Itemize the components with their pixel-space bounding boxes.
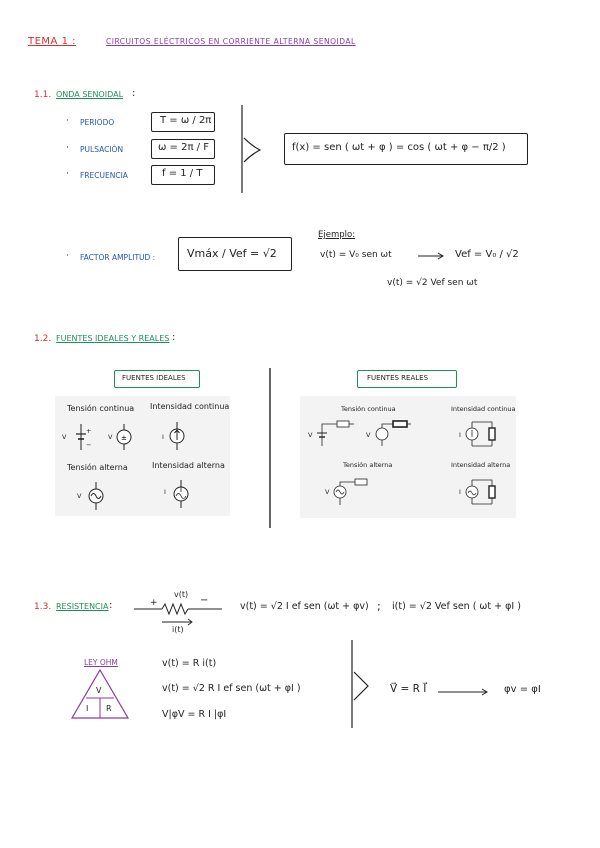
bullet: · <box>66 169 69 179</box>
bullet: · <box>66 143 69 153</box>
ideal-v-symbol-2: V <box>108 433 113 441</box>
real-v-symbol-2: V <box>366 431 371 439</box>
ideal-i-alt-symbol: I <box>164 488 166 496</box>
ideal-label-intensidad-continua: Intensidad continua <box>150 402 230 411</box>
ideal-i-symbol: I <box>162 433 164 441</box>
example-line1: v(t) = V₀ sen ωt <box>320 250 392 260</box>
ideal-plus: + <box>86 427 92 435</box>
resistance-formula-current: i(t) = √2 Vef sen ( ωt + φI ) <box>392 601 521 612</box>
resistor-vt-label: v(t) <box>174 590 189 599</box>
real-label-tension-continua: Tensión continua <box>341 405 396 413</box>
svg-text:±: ± <box>121 434 127 442</box>
ideal-label-tension-continua: Tensión continua <box>67 404 135 413</box>
bullet: · <box>66 251 69 261</box>
periodo-label: PERIODO <box>80 118 115 127</box>
section2-number: 1.2. <box>34 334 52 344</box>
resistor-it-label: i(t) <box>172 625 184 634</box>
ideal-v-alt-symbol: V <box>77 492 82 500</box>
ohm-title: LEY OHM <box>84 658 118 667</box>
section2-title: FUENTES IDEALES Y REALES <box>56 334 170 343</box>
ohm-line-1: v(t) = R i(t) <box>162 658 217 669</box>
example-title: Ejemplo: <box>318 230 356 240</box>
section3-title: RESISTENCIA <box>56 602 109 611</box>
resistor-minus: − <box>200 595 209 606</box>
resistor-plus: + <box>150 598 158 608</box>
real-v-symbol: V <box>308 431 313 439</box>
section2-colon: : <box>172 332 176 343</box>
real-title: FUENTES REALES <box>367 374 429 382</box>
amplitude-label: FACTOR AMPLITUD : <box>80 253 156 262</box>
example-line2: v(t) = √2 Vef sen ωt <box>387 278 478 288</box>
ideal-label-intensidad-alterna: Intensidad alterna <box>152 461 225 470</box>
real-label-intensidad-continua: Intensidad continua <box>451 405 516 413</box>
section3-colon: : <box>109 600 113 611</box>
frecuencia-label: FRECUENCIA <box>80 171 128 180</box>
periodo-formula: T = ω / 2π <box>160 115 212 126</box>
ohm-triangle-r: R <box>106 704 112 713</box>
resistance-formula-voltage: v(t) = √2 I ef sen (ωt + φv) <box>240 601 369 612</box>
ohm-triangle-v: V <box>96 686 102 695</box>
tema-label: TEMA 1 : <box>28 36 76 47</box>
pulsacion-label: PULSACIÓN <box>80 145 124 154</box>
section3-number: 1.3. <box>34 602 52 612</box>
page-title: CIRCUITOS ELÉCTRICOS EN CORRIENTE ALTERNA SENOIDAL <box>106 37 356 46</box>
pulsacion-formula: ω = 2π / F <box>158 142 209 153</box>
example-result: Vef = V₀ / √2 <box>455 249 519 260</box>
ohm-line-2: v(t) = √2 R I ef sen (ωt + φI ) <box>162 683 301 694</box>
main-formula: f(x) = sen ( ωt + φ ) = cos ( ωt + φ − π/2 ) <box>292 142 506 153</box>
frecuencia-formula: f = 1 / T <box>162 168 203 179</box>
ohm-line-3: V|φV = R I |φI <box>162 709 227 720</box>
bullet: · <box>66 116 69 126</box>
phase-result: φv = φI <box>504 684 541 695</box>
real-label-tension-alterna: Tensión alterna <box>343 461 393 469</box>
ohm-triangle-i: I <box>86 704 89 713</box>
section1-colon: : <box>132 88 136 99</box>
ideal-title: FUENTES IDEALES <box>122 374 186 382</box>
real-v-alt-symbol: V <box>325 488 330 496</box>
ideal-label-tension-alterna: Tensión alterna <box>67 463 128 472</box>
amplitude-formula: Vmáx / Vef = √2 <box>187 247 277 260</box>
section1-number: 1.1. <box>34 90 52 100</box>
phasor-formula: V⃗ = R I⃗ <box>390 683 427 695</box>
section1-title: ONDA SENOIDAL <box>56 90 124 99</box>
real-label-intensidad-alterna: Intensidad alterna <box>451 461 511 469</box>
real-i-alt-symbol: I <box>459 488 461 496</box>
resistance-semicolon: ; <box>377 600 381 613</box>
ideal-v-symbol: V <box>62 433 67 441</box>
real-i-symbol: I <box>459 431 461 439</box>
ideal-minus: − <box>86 441 92 449</box>
